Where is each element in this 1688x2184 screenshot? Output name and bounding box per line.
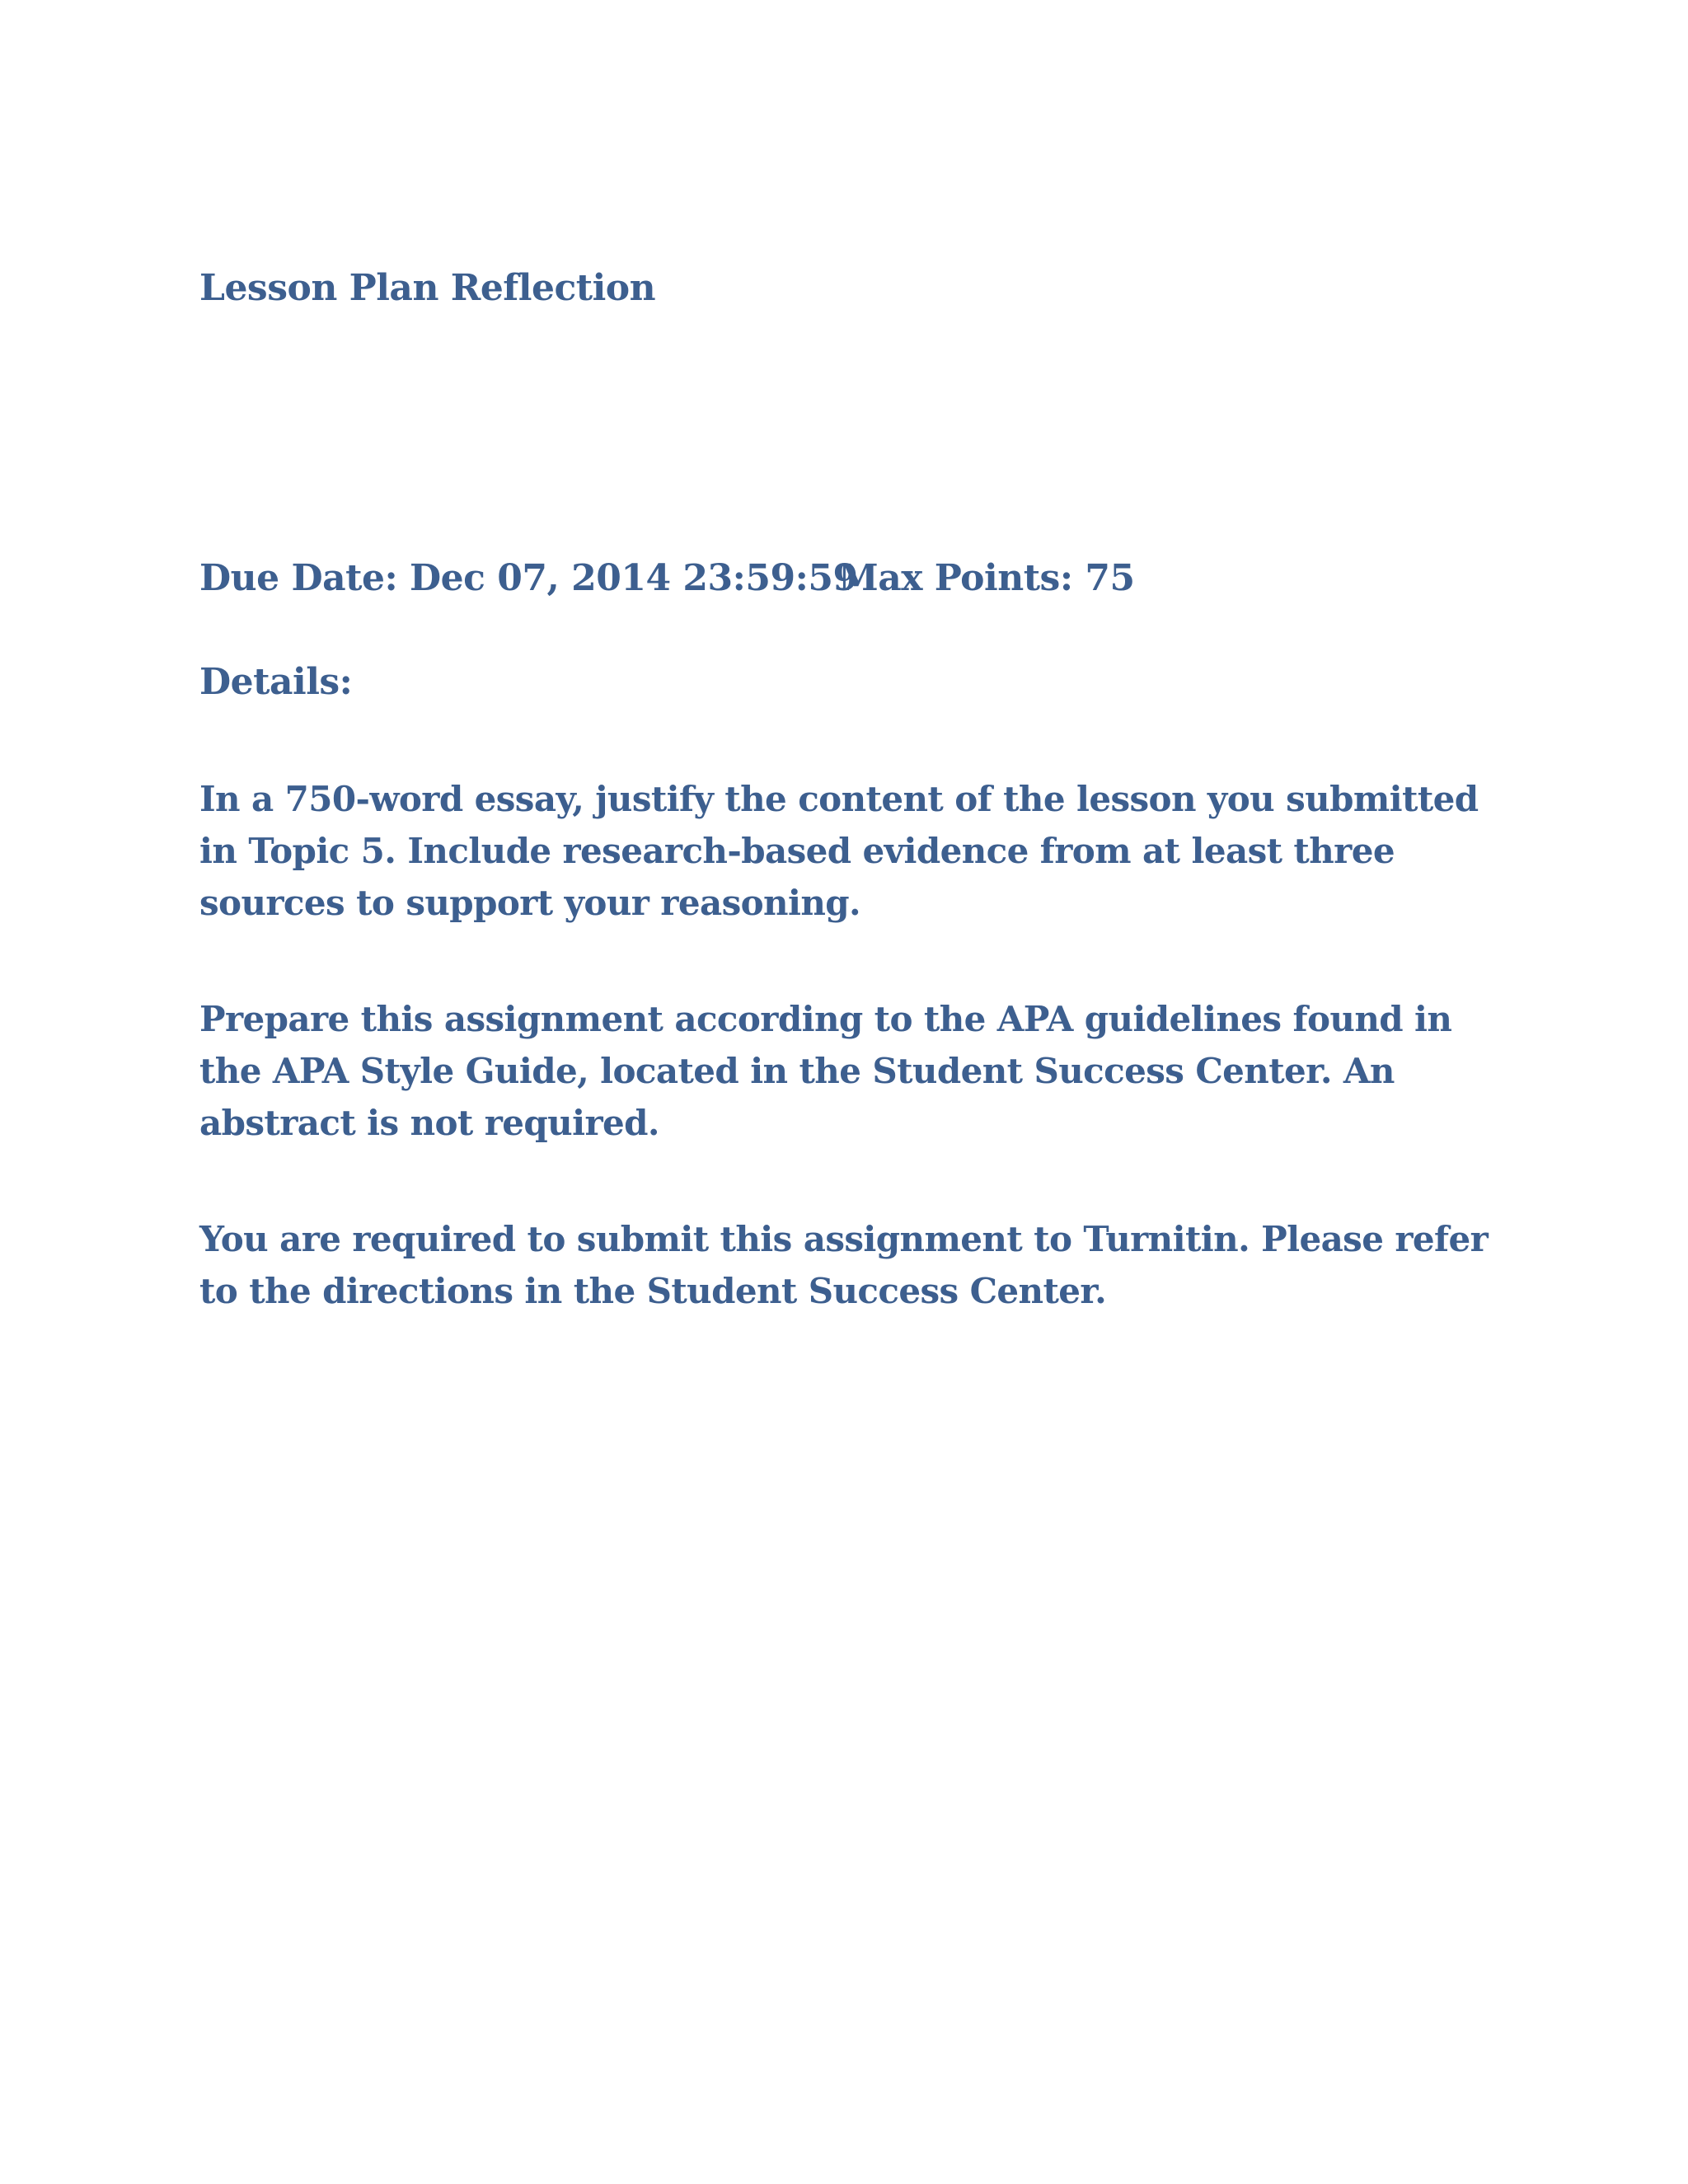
document-content xyxy=(199,262,1502,1317)
assignment-meta xyxy=(199,552,1502,605)
paragraph-apa-guidelines: Prepare this assignment according to the APA guidelines found in the APA Style Guide, located in the Student Success Center. An abstract is not required. xyxy=(199,999,1452,1143)
document-title: Lesson Plan Reflection xyxy=(199,267,656,309)
max-points: Max Points: 75 xyxy=(838,557,1135,599)
paragraph-turnitin: You are required to submit this assignment to Turnitin. Please refer to the directions in the Student Success Center. xyxy=(199,1219,1489,1311)
details-label: Details: xyxy=(199,661,353,703)
due-date: Due Date: Dec 07, 2014 23:59:59 xyxy=(199,557,858,599)
paragraph-essay-instructions: In a 750-word essay, justify the content of the lesson you submitted in Topic 5. Include research-based evidence from at least three sources to support your reasoning. xyxy=(199,779,1479,923)
